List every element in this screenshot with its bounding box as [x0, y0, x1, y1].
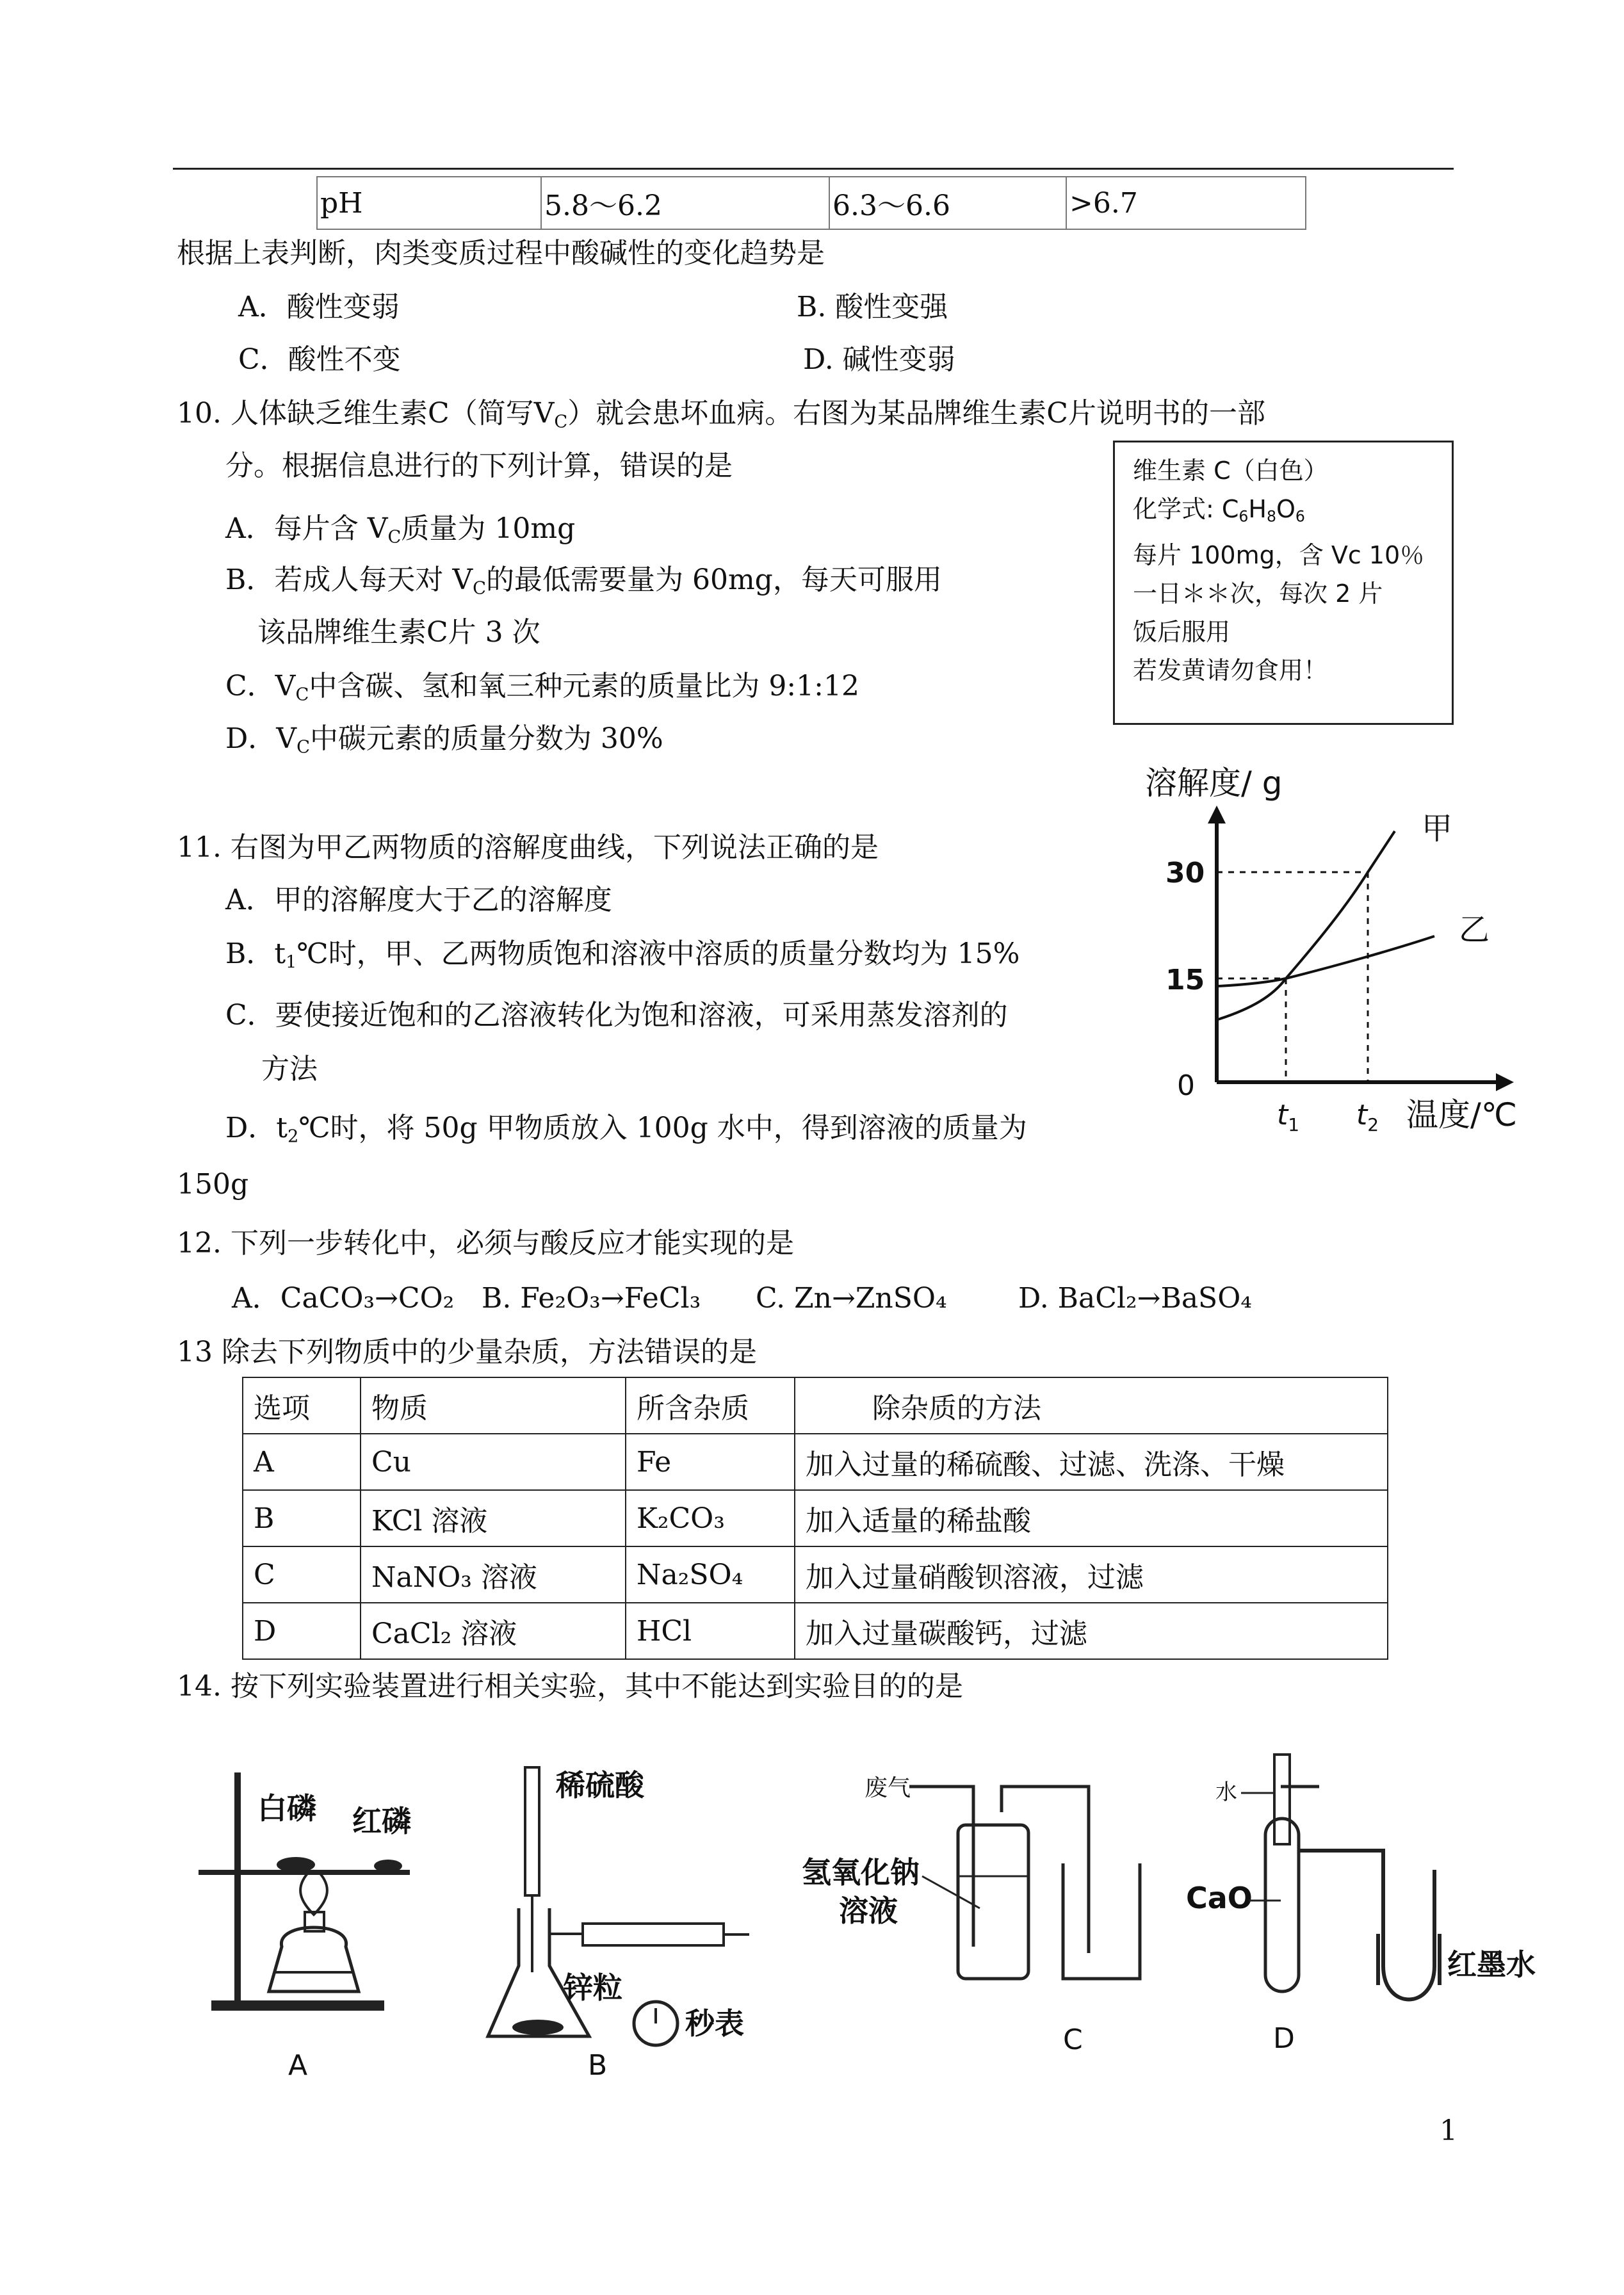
- q11-option-c: C．要使接近饱和的乙溶液转化为饱和溶液，可采用蒸发溶剂的: [225, 999, 1008, 1032]
- caption-b: B: [588, 2049, 608, 2082]
- table-cell: 加入过量硝酸钡溶液，过滤: [795, 1546, 1388, 1603]
- q11-option-c-line2: 方法: [261, 1053, 318, 1085]
- table-cell: NaNO₃ 溶液: [361, 1546, 626, 1603]
- q9-option-a: A．酸性变弱: [238, 291, 400, 323]
- x-axis-arrow: [1496, 1073, 1514, 1091]
- q14-stem: 14. 按下列实验装置进行相关实验，其中不能达到实验目的的是: [177, 1670, 963, 1703]
- label-white-phosphorus: 白磷: [257, 1791, 316, 1826]
- red-phosphorus: [374, 1860, 402, 1872]
- label-red-phosphorus: 红磷: [352, 1804, 411, 1838]
- q12-option-b: B. Fe₂O₃→FeCl₃: [482, 1282, 701, 1315]
- table-cell: K₂CO₃: [626, 1490, 795, 1546]
- white-phosphorus: [277, 1857, 315, 1872]
- label-red-ink: 红墨水: [1447, 1947, 1536, 1982]
- table-cell: 加入过量碳酸钙，过滤: [795, 1603, 1388, 1659]
- q10-option-a: A．每片含 $V_C$质量为 10mg: [225, 512, 576, 547]
- alcohol-lamp: [269, 1927, 359, 1991]
- table-row: [243, 1546, 1388, 1603]
- table-row: [243, 1603, 1388, 1659]
- label-zinc-granules: 锌粒: [564, 1970, 622, 2005]
- graph-label-yi: 乙: [1459, 912, 1490, 948]
- label-cao: CaO: [1186, 1881, 1253, 1915]
- caption-a: A: [288, 2049, 308, 2082]
- label-naoh-line2: 溶液: [839, 1894, 898, 1928]
- stand-rod: [234, 1772, 241, 2003]
- tick-t1: $t_1$: [1277, 1099, 1300, 1135]
- y-axis-arrow: [1208, 806, 1226, 823]
- connector-tube: [1299, 1851, 1434, 2000]
- q9-option-c: C．酸性不变: [238, 343, 401, 376]
- table-cell: D: [243, 1603, 361, 1659]
- table-cell: Fe: [626, 1434, 795, 1490]
- label-stopwatch: 秒表: [685, 2006, 744, 2041]
- tick-t2: $t_2$: [1356, 1099, 1379, 1135]
- q10-stem-line1: 10. 人体缺乏维生素C（简写$V_C$）就会患坏血病。右图为某品牌维生素C片说明书的一部: [177, 397, 1265, 432]
- syringe: [583, 1924, 724, 1945]
- zinc-granules: [512, 2020, 564, 2035]
- pointer-naoh: [922, 1876, 980, 1908]
- q9-option-d: D. 碱性变弱: [803, 343, 955, 376]
- solubility-graph: [1114, 756, 1550, 1153]
- q10-option-b-line2: 该品牌维生素C片 3 次: [257, 616, 540, 649]
- label-line: 若发黄请勿食用！: [1133, 656, 1328, 685]
- ph-table: [316, 176, 1306, 230]
- table-cell: HCl: [626, 1603, 795, 1659]
- q10-option-b: B．若成人每天对 $V_C$的最低需要量为 60mg，每天可服用: [225, 564, 942, 599]
- label-formula: 化学式: $C_6H_8O_6$: [1133, 495, 1305, 526]
- q9-stem: 根据上表判断，肉类变质过程中酸碱性的变化趋势是: [177, 237, 825, 270]
- q11-option-d: D．$t_2℃$时，将 50g 甲物质放入 100g 水中，得到溶液的质量为: [225, 1112, 1027, 1147]
- outlet-tube: [1002, 1787, 1089, 1953]
- table-header: 所含杂质: [626, 1377, 795, 1434]
- table-cell: KCl 溶液: [361, 1490, 626, 1546]
- q12-option-d: D. BaCl₂→BaSO₄: [1018, 1282, 1252, 1315]
- caption-d: D: [1273, 2022, 1295, 2055]
- q11-option-d-line2: 150g: [177, 1168, 249, 1201]
- graph-label-jia: 甲: [1422, 811, 1453, 847]
- table-cell: CaCl₂ 溶液: [361, 1603, 626, 1659]
- graph-xlabel: 温度/℃: [1406, 1096, 1517, 1133]
- header-rule: [173, 168, 1454, 170]
- apparatus-b: [474, 1755, 794, 2088]
- label-naoh-line1: 氢氧化钠: [802, 1855, 920, 1890]
- table-cell: A: [243, 1434, 361, 1490]
- graph-ylabel: 溶解度/ g: [1145, 765, 1283, 802]
- table-row: [243, 1490, 1388, 1546]
- label-dilute-sulfuric-acid: 稀硫酸: [556, 1768, 644, 1803]
- label-line: 饭后服用: [1133, 617, 1231, 646]
- q13-table: [242, 1377, 1388, 1660]
- caption-c: C: [1063, 2023, 1083, 2056]
- tick-15: 15: [1165, 964, 1205, 996]
- ph-cell: 6.3～6.6: [829, 177, 1066, 229]
- table-cell: B: [243, 1490, 361, 1546]
- q11-option-b: B．$t_1℃$时，甲、乙两物质饱和溶液中溶质的质量分数均为 15%: [225, 937, 1020, 973]
- tick-origin: 0: [1177, 1069, 1195, 1102]
- q11-stem: 11. 右图为甲乙两物质的溶解度曲线，下列说法正确的是: [177, 831, 879, 864]
- q10-option-c: C．$V_C$中含碳、氢和氧三种元素的质量比为 9:1:12: [225, 670, 859, 705]
- q11-option-a: A．甲的溶解度大于乙的溶解度: [225, 884, 612, 916]
- q12-option-c: C. Zn→ZnSO₄: [756, 1282, 947, 1315]
- table-cell: Na₂SO₄: [626, 1546, 795, 1603]
- q13-stem: 13 除去下列物质中的少量杂质，方法错误的是: [177, 1336, 757, 1368]
- tick-30: 30: [1165, 857, 1205, 889]
- q10-stem-line2: 分。根据信息进行的下列计算，错误的是: [225, 450, 733, 482]
- vitamin-c-label-box: [1113, 441, 1454, 725]
- table-cell: 加入过量的稀硫酸、过滤、洗涤、干燥: [795, 1434, 1388, 1490]
- table-header: 除杂质的方法: [795, 1377, 1388, 1434]
- page-number: 1: [1440, 2114, 1458, 2147]
- table-header-row: [243, 1377, 1388, 1434]
- ph-cell: 5.8～6.2: [541, 177, 829, 229]
- apparatus-d: [1172, 1742, 1569, 2088]
- funnel-tube: [525, 1767, 539, 1895]
- flame: [300, 1874, 327, 1915]
- table-header: 物质: [361, 1377, 626, 1434]
- q10-option-d: D．$V_C$中碳元素的质量分数为 30%: [225, 722, 663, 758]
- table-row: [243, 1434, 1388, 1490]
- ph-table-row: [317, 177, 1306, 229]
- apparatus-a: [186, 1755, 455, 2088]
- ph-cell: >6.7: [1066, 177, 1306, 229]
- table-cell: C: [243, 1546, 361, 1603]
- table-cell: 加入适量的稀盐酸: [795, 1490, 1388, 1546]
- beaker: [1063, 1863, 1140, 1979]
- ph-cell: pH: [317, 177, 541, 229]
- label-line: 维生素 C（白色）: [1133, 457, 1328, 485]
- q12-stem: 12. 下列一步转化中，必须与酸反应才能实现的是: [177, 1227, 794, 1260]
- label-waste-gas: 废气: [865, 1775, 911, 1801]
- label-water: 水: [1215, 1780, 1237, 1805]
- q9-option-b: B. 酸性变强: [797, 291, 948, 323]
- dropper: [1274, 1755, 1290, 1844]
- stand-base: [211, 2000, 384, 2011]
- apparatus-c: [794, 1755, 1153, 2088]
- q12-option-a: A．CaCO₃→CO₂: [232, 1282, 455, 1315]
- label-line: 一日＊＊次，每次 2 片: [1133, 579, 1383, 608]
- table-cell: Cu: [361, 1434, 626, 1490]
- curve-yi: [1218, 936, 1434, 986]
- label-line: 每片 100mg，含 Vc 10％: [1133, 540, 1425, 569]
- table-header: 选项: [243, 1377, 361, 1434]
